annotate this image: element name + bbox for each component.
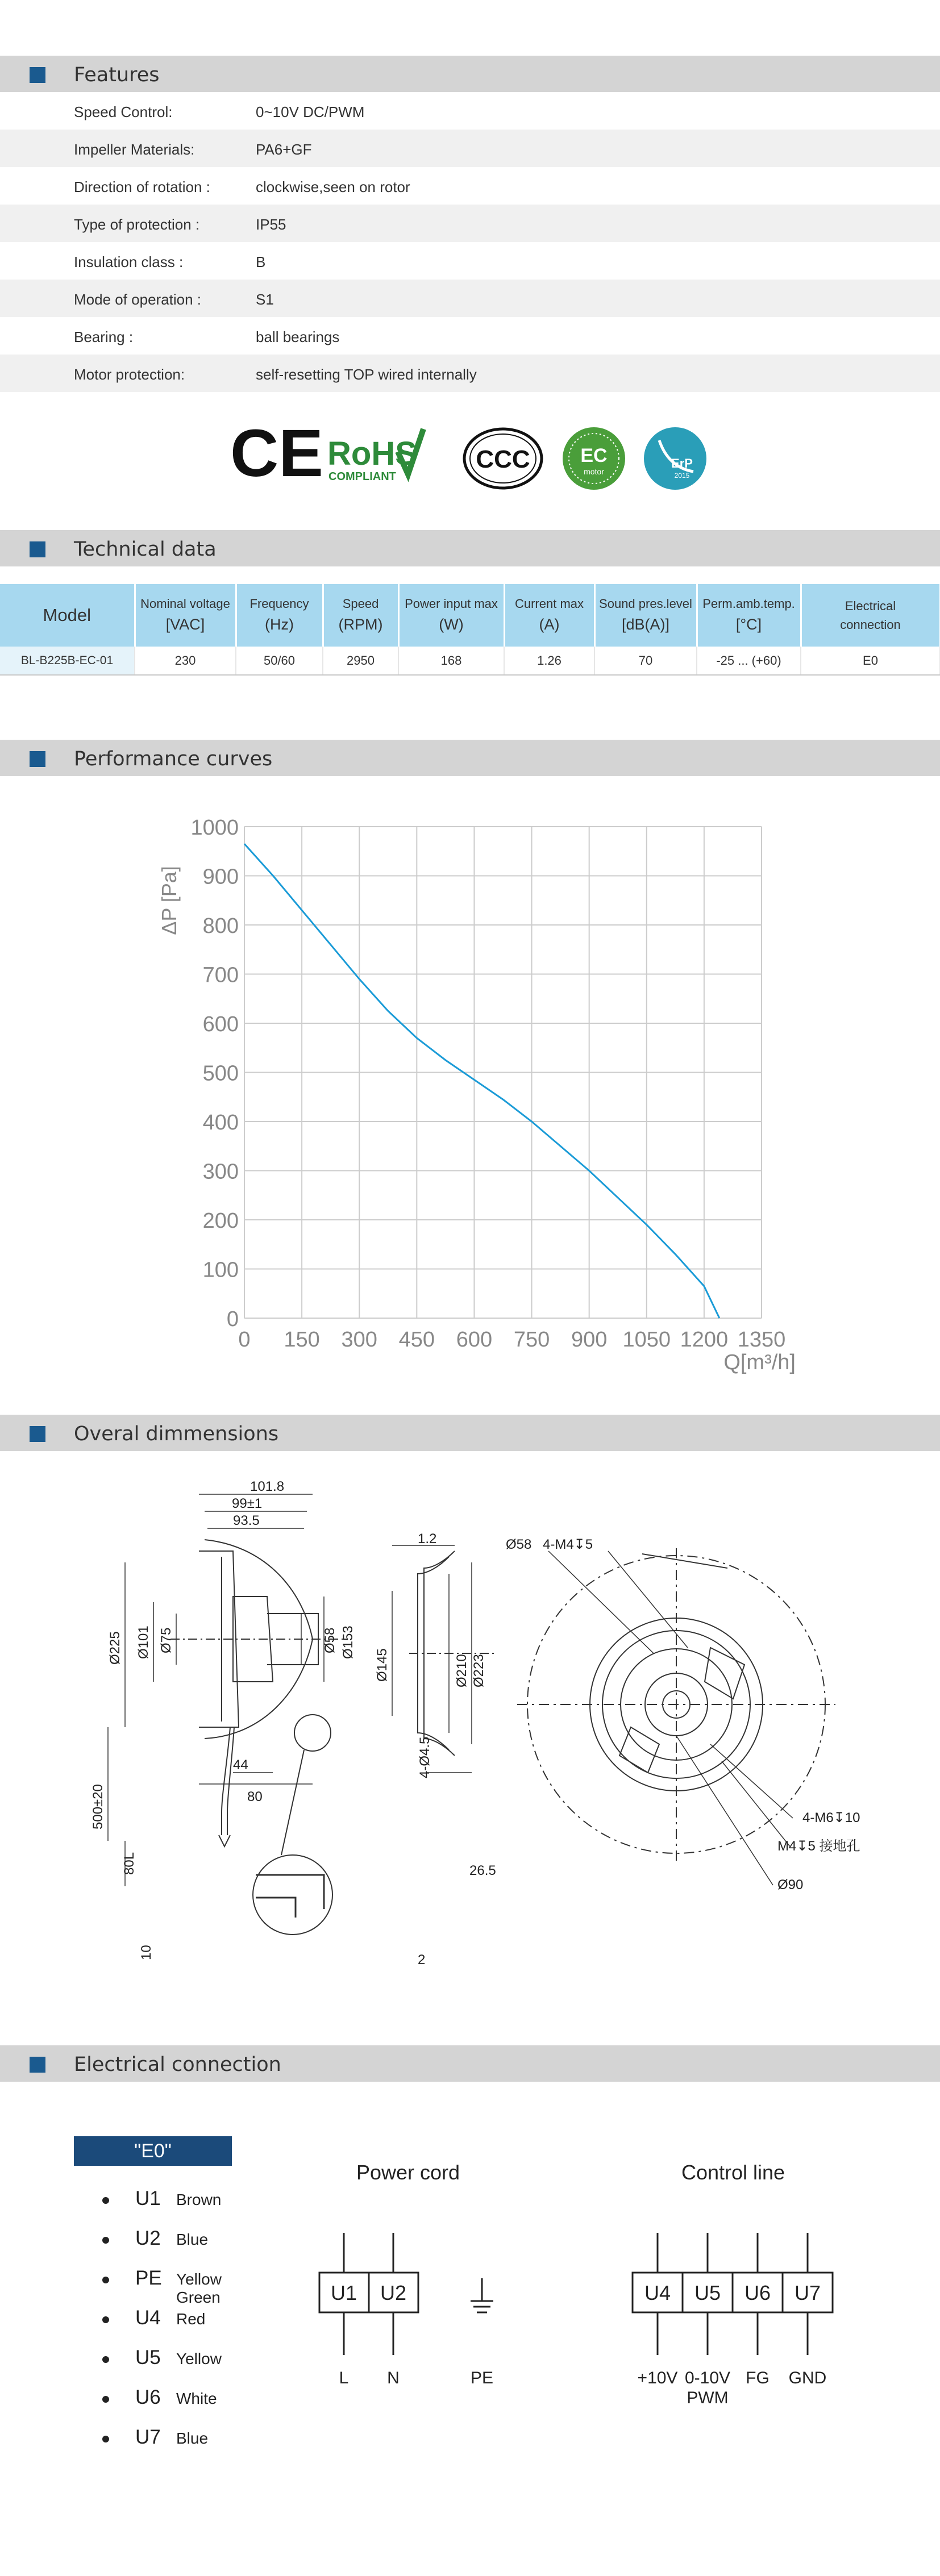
section-square-icon <box>30 67 45 83</box>
svg-text:RoHS: RoHS <box>327 435 417 472</box>
dimensions-section-header <box>0 1415 940 1451</box>
feature-row <box>0 130 940 167</box>
feature-label: Impeller Materials: <box>74 141 195 158</box>
x-tick-label: 450 <box>398 1328 435 1352</box>
feature-row <box>0 280 940 317</box>
front-view-leaders <box>548 1551 793 1885</box>
performance-section-header <box>0 740 940 776</box>
feature-row <box>0 205 940 242</box>
dim-label: 26.5 <box>469 1863 496 1878</box>
rohs-logo <box>327 429 423 483</box>
feature-label: Mode of operation : <box>74 291 202 308</box>
feature-value: clockwise,seen on rotor <box>256 178 410 195</box>
svg-text:EC: EC <box>580 445 608 466</box>
ec-motor-logo <box>563 427 625 490</box>
y-tick-label: 700 <box>202 963 239 987</box>
technical-section-header <box>0 530 940 566</box>
section-square-icon <box>30 751 45 767</box>
table-header-cell: Sound pres.level [dB(A)] <box>594 584 697 647</box>
ce-logo <box>230 418 323 491</box>
svg-text:CE: CE <box>230 418 323 491</box>
x-tick-label: 150 <box>284 1328 320 1352</box>
line-label: GND <box>788 2369 827 2387</box>
ground-icon <box>471 2278 493 2312</box>
table-cell: 2950 <box>323 647 398 675</box>
dim-label: 80 <box>247 1789 263 1804</box>
connection-type-badge: "E0" <box>74 2136 232 2166</box>
table-header-cell: Frequency (Hz) <box>236 584 323 647</box>
svg-text:ErP: ErP <box>671 456 693 470</box>
table-cell: 1.26 <box>504 647 594 675</box>
wire-color: Brown <box>176 2191 222 2208</box>
feature-label: Type of protection : <box>74 216 200 233</box>
section-title: Electrical connection <box>74 2053 281 2076</box>
feature-row <box>0 92 940 130</box>
dim-label: 4-M6↧10 <box>802 1810 860 1825</box>
dim-label: Ø225 <box>107 1631 123 1665</box>
wire-color: White <box>176 2390 217 2407</box>
svg-text:motor: motor <box>584 467 604 476</box>
x-tick-label: 300 <box>341 1328 377 1352</box>
table-header-cell: Model <box>0 584 135 647</box>
dim-label: Ø58 <box>506 1537 532 1552</box>
dim-label: 93.5 <box>233 1513 260 1528</box>
dim-label: Ø223 <box>471 1654 486 1687</box>
feature-row <box>0 167 940 205</box>
dim-label: 500±20 <box>90 1784 106 1829</box>
section-square-icon <box>30 541 45 557</box>
y-tick-label: 0 <box>226 1307 239 1331</box>
line-label: PWM <box>687 2389 729 2407</box>
feature-label: Speed Control: <box>74 103 173 120</box>
dim-label: Ø101 <box>136 1625 151 1659</box>
dim-label: 80L <box>122 1852 137 1875</box>
table-row <box>0 647 940 675</box>
control-line-title: Control line <box>681 2161 785 2184</box>
table-header-cell: Power input max (W) <box>398 584 504 647</box>
electrical-section-header <box>0 2045 940 2082</box>
wire-color: Blue <box>176 2429 209 2447</box>
x-axis-label: Q[m³/h] <box>723 1350 796 1374</box>
feature-value: S1 <box>256 291 274 308</box>
bullet-icon <box>102 2197 109 2204</box>
line-label: FG <box>746 2369 770 2387</box>
bullet-icon <box>102 2436 109 2442</box>
table-cell: 230 <box>135 647 236 675</box>
section-view <box>409 1551 494 1756</box>
wire-color: Yellow <box>176 2350 222 2367</box>
feature-value: B <box>256 253 266 270</box>
feature-value: PA6+GF <box>256 141 312 158</box>
feature-row <box>0 242 940 280</box>
dim-label: 101.8 <box>250 1479 285 1494</box>
erp-logo <box>644 427 706 490</box>
svg-text:2015: 2015 <box>674 472 690 480</box>
technical-data-table <box>0 584 940 676</box>
feature-value: IP55 <box>256 216 286 233</box>
bullet-icon <box>102 2277 109 2283</box>
feature-row <box>0 355 940 392</box>
section-square-icon <box>30 2057 45 2073</box>
wire-code: PE <box>135 2267 162 2289</box>
wiring-diagram <box>296 2148 898 2443</box>
x-tick-label: 750 <box>513 1328 550 1352</box>
ccc-logo <box>464 429 542 488</box>
dim-label: Ø145 <box>375 1648 390 1682</box>
feature-value: self-resetting TOP wired internally <box>256 366 477 383</box>
dim-label: 44 <box>233 1757 248 1773</box>
svg-text:COMPLIANT: COMPLIANT <box>328 470 396 483</box>
y-tick-label: 400 <box>202 1111 239 1135</box>
line-label: +10V <box>637 2369 678 2387</box>
y-tick-label: 100 <box>202 1258 239 1282</box>
performance-curve <box>244 844 719 1318</box>
line-label: N <box>387 2369 400 2387</box>
wire-color: Red <box>176 2310 206 2328</box>
dim-label: Ø58 <box>322 1627 338 1653</box>
certification-logos <box>227 418 716 497</box>
dim-label: 99±1 <box>232 1496 263 1511</box>
y-tick-label: 1000 <box>190 816 239 840</box>
y-tick-label: 200 <box>202 1209 239 1233</box>
feature-label: Bearing : <box>74 328 134 345</box>
wire-code: U7 <box>135 2426 161 2448</box>
section-title: Overal dimmensions <box>74 1423 279 1445</box>
line-label: PE <box>470 2369 494 2387</box>
x-tick-label: 600 <box>456 1328 493 1352</box>
dim-label: 2 <box>418 1952 426 1968</box>
performance-chart <box>148 804 807 1395</box>
bullet-icon <box>102 2237 109 2244</box>
bullet-icon <box>102 2316 109 2323</box>
y-axis-label: ΔP [Pa] <box>157 866 181 935</box>
table-cell: -25 ... (+60) <box>697 647 801 675</box>
x-tick-label: 1200 <box>680 1328 729 1352</box>
wire-color: Yellow Green <box>176 2270 222 2306</box>
table-header-cell: Nominal voltage [VAC] <box>135 584 236 647</box>
terminal-label: U6 <box>744 2281 771 2304</box>
y-tick-label: 500 <box>202 1061 239 1086</box>
feature-label: Motor protection: <box>74 366 185 383</box>
table-header-row <box>0 584 940 647</box>
table-header-cell: Electrical connection <box>801 584 940 647</box>
table-header-cell: Current max (A) <box>504 584 594 647</box>
section-square-icon <box>30 1426 45 1442</box>
wire-code: U1 <box>135 2187 161 2210</box>
power-cord-title: Power cord <box>356 2161 460 2184</box>
dimension-drawing <box>85 1477 881 1977</box>
table-cell-model: BL-B225B-EC-01 <box>0 647 135 675</box>
y-tick-label: 900 <box>202 865 239 889</box>
section-title: Features <box>74 64 160 86</box>
dim-label: Ø75 <box>159 1627 174 1653</box>
feature-value: 0~10V DC/PWM <box>256 103 365 120</box>
table-cell: 168 <box>398 647 504 675</box>
table-header-cell: Speed (RPM) <box>323 584 398 647</box>
dim-label: 4-Ø4.5 <box>417 1736 432 1778</box>
wire-code: U6 <box>135 2386 161 2408</box>
table-header-cell: Perm.amb.temp. [°C] <box>697 584 801 647</box>
line-label: L <box>339 2369 349 2387</box>
wire-color: Blue <box>176 2231 209 2248</box>
bullet-icon <box>102 2356 109 2363</box>
feature-label: Direction of rotation : <box>74 178 210 195</box>
terminal-label: U4 <box>644 2281 671 2304</box>
feature-value: ball bearings <box>256 328 340 345</box>
side-view-dimensions <box>108 1494 324 1886</box>
terminal-label: U5 <box>694 2281 721 2304</box>
line-label: 0-10V <box>684 2369 731 2387</box>
table-cell: E0 <box>801 647 940 675</box>
dim-label: M4↧5 接地孔 <box>777 1839 860 1854</box>
wire-code: U4 <box>135 2307 161 2329</box>
table-cell: 50/60 <box>236 647 323 675</box>
dim-label: 4-M4↧5 <box>543 1537 593 1552</box>
y-tick-label: 600 <box>202 1012 239 1036</box>
features-section-header <box>0 56 940 92</box>
dim-label: Ø210 <box>454 1654 469 1687</box>
feature-label: Insulation class : <box>74 253 184 270</box>
y-tick-label: 800 <box>202 914 239 938</box>
wire-code: U2 <box>135 2227 161 2249</box>
bullet-icon <box>102 2396 109 2403</box>
terminal-label: U2 <box>380 2281 407 2304</box>
x-tick-label: 1350 <box>737 1328 786 1352</box>
dim-label: Ø153 <box>340 1625 356 1659</box>
x-tick-label: 0 <box>238 1328 251 1352</box>
table-cell: 70 <box>594 647 697 675</box>
svg-text:CCC: CCC <box>476 445 530 473</box>
y-tick-label: 300 <box>202 1160 239 1184</box>
dim-label: 10 <box>139 1945 154 1960</box>
section-title: Technical data <box>74 538 217 561</box>
feature-row <box>0 317 940 355</box>
terminal-label: U1 <box>330 2281 357 2304</box>
x-tick-label: 1050 <box>622 1328 671 1352</box>
section-title: Performance curves <box>74 748 273 770</box>
x-tick-label: 900 <box>571 1328 608 1352</box>
dim-label: 1.2 <box>418 1531 437 1547</box>
dim-label: Ø90 <box>777 1877 804 1893</box>
wire-code: U5 <box>135 2346 161 2369</box>
terminal-label: U7 <box>794 2281 821 2304</box>
side-view <box>170 1540 347 1935</box>
